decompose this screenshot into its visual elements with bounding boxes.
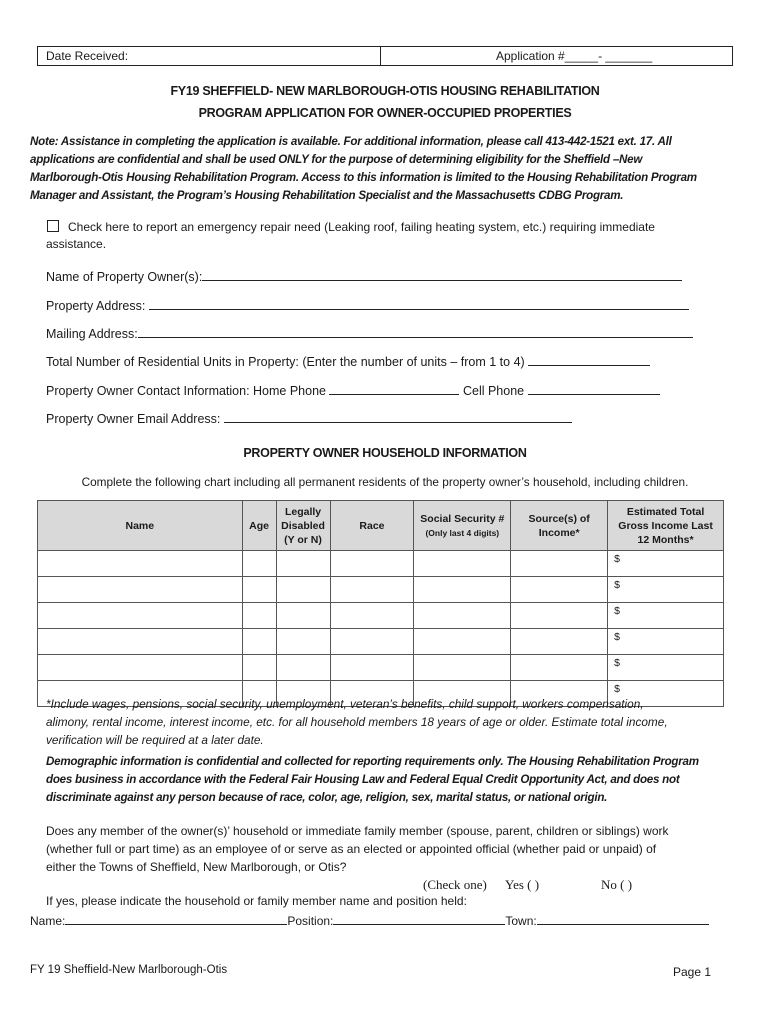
demographic-line: discriminate against any person because of race, color, age, religion, sex, marital status, or national origin. — [46, 791, 608, 804]
footer-program: FY 19 Sheffield-New Marlborough-Otis — [30, 964, 228, 976]
table-header-row — [38, 501, 724, 551]
cell-input[interactable] — [276, 551, 330, 577]
col-race: Race — [330, 501, 414, 551]
cell-input[interactable] — [276, 603, 330, 629]
income-cell[interactable]: $ — [608, 681, 724, 707]
cell-input[interactable] — [511, 577, 608, 603]
table-row — [38, 655, 724, 681]
question-line: Does any member of the owner(s)’ household or immediate family member (spouse, parent, children or siblings) work — [46, 824, 669, 838]
cell-input[interactable] — [38, 577, 243, 603]
member-town-input[interactable] — [537, 912, 709, 925]
mailing-address-row — [46, 325, 693, 341]
household-heading: PROPERTY OWNER HOUSEHOLD INFORMATION — [243, 446, 527, 460]
table-row — [38, 629, 724, 655]
cell-input[interactable] — [276, 629, 330, 655]
no-checkbox[interactable]: No ( ) — [601, 877, 633, 892]
email-label: Property Owner Email Address: — [46, 412, 221, 426]
footnote-line: alimony, rental income, interest income, etc. for all household members 18 years of age or older. Estimate total income, — [46, 715, 668, 729]
emergency-label-cont: assistance. — [46, 237, 107, 251]
cell-input[interactable] — [242, 603, 276, 629]
note-paragraph — [30, 133, 740, 205]
demographic-notice — [46, 753, 746, 807]
table-row — [38, 577, 724, 603]
footnote-line: verification will be required at a later date. — [46, 733, 264, 747]
member-row — [30, 912, 709, 928]
table-row — [38, 603, 724, 629]
income-cell[interactable]: $ — [608, 577, 724, 603]
cell-input[interactable] — [276, 655, 330, 681]
cell-input[interactable] — [330, 577, 414, 603]
income-cell[interactable]: $ — [608, 655, 724, 681]
owner-names-input[interactable] — [202, 268, 682, 281]
date-received-field[interactable]: Date Received: — [38, 47, 381, 65]
title-line-1: FY19 SHEFFIELD- NEW MARLBOROUGH-OTIS HOUSING REHABILITATION — [170, 84, 600, 98]
footnote-line: *Include wages, pensions, social security, unemployment, veteran’s benefits, child support, workers compensation, — [46, 697, 644, 711]
mailing-address-label: Mailing Address: — [46, 327, 138, 341]
cell-input[interactable] — [38, 551, 243, 577]
property-address-row — [46, 297, 689, 313]
note-line: Marlborough-Otis Housing Rehabilitation Program. Access to this information is limited to the Housing Rehabilitation Program — [30, 171, 697, 184]
cell-input[interactable] — [511, 629, 608, 655]
income-cell[interactable]: $ — [608, 603, 724, 629]
col-ssn: Social Security # (Only last 4 digits) — [414, 501, 511, 551]
question-line: (whether full or part time) as an employee of or serve as an elected or appointed official (whether paid or unpaid) of — [46, 842, 657, 856]
cell-input[interactable] — [330, 603, 414, 629]
member-position-input[interactable] — [333, 912, 505, 925]
col-income-source: Source(s) of Income* — [511, 501, 608, 551]
col-age: Age — [242, 501, 276, 551]
page-number: Page 1 — [673, 965, 712, 979]
cell-input[interactable] — [414, 551, 511, 577]
property-address-input[interactable] — [149, 297, 689, 310]
cell-input[interactable] — [511, 655, 608, 681]
cell-input[interactable] — [414, 629, 511, 655]
household-table — [37, 500, 724, 707]
cell-input[interactable] — [276, 577, 330, 603]
cell-input[interactable] — [38, 603, 243, 629]
cell-input[interactable] — [511, 603, 608, 629]
contact-row — [46, 382, 660, 398]
member-name-input[interactable] — [65, 912, 287, 925]
member-position-label: Position: — [287, 914, 334, 928]
col-name: Name — [38, 501, 243, 551]
cell-phone-input[interactable] — [528, 382, 660, 395]
cell-input[interactable] — [38, 655, 243, 681]
check-one-label: (Check one) — [423, 877, 487, 892]
if-yes-instructions: If yes, please indicate the household or family member name and position held: — [46, 894, 467, 908]
demographic-line: does business in accordance with the Federal Fair Housing Law and Federal Equal Credit Opportunity Act, and does not — [46, 773, 680, 786]
units-label: Total Number of Residential Units in Property: (Enter the number of units – from 1 to 4) — [46, 355, 525, 369]
cell-input[interactable] — [38, 629, 243, 655]
owner-names-label: Name of Property Owner(s): — [46, 270, 203, 284]
note-line: applications are confidential and shall be used ONLY for the purpose of determining eligibility for the Sheffield –New — [30, 153, 643, 166]
question-line: either the Towns of Sheffield, New Marlborough, or Otis? — [46, 860, 347, 874]
note-line: Manager and Assistant, the Program’s Housing Rehabilitation Specialist and the Massachusetts CDBG Program. — [30, 189, 624, 202]
member-name-label: Name: — [30, 914, 66, 928]
home-phone-input[interactable] — [329, 382, 459, 395]
cell-input[interactable] — [242, 655, 276, 681]
cell-input[interactable] — [242, 551, 276, 577]
application-number-field[interactable]: Application #_____- _______ — [496, 49, 653, 63]
cell-input[interactable] — [414, 577, 511, 603]
emergency-label: Check here to report an emergency repair need (Leaking roof, failing heating system, etc.) requiring immediate — [68, 220, 655, 234]
income-cell[interactable]: $ — [608, 629, 724, 655]
owner-names-row — [46, 268, 682, 284]
demographic-line: Demographic information is confidential and collected for reporting requirements only. The Housing Rehabilitation Program — [46, 755, 699, 768]
cell-input[interactable] — [330, 551, 414, 577]
units-row — [46, 353, 650, 369]
home-phone-label: Property Owner Contact Information: Home Phone — [46, 384, 326, 398]
table-row — [38, 551, 724, 577]
title-line-2: PROGRAM APPLICATION FOR OWNER-OCCUPIED PROPERTIES — [198, 106, 572, 120]
income-cell[interactable]: $ — [608, 551, 724, 577]
member-town-label: Town: — [505, 914, 537, 928]
units-input[interactable] — [528, 353, 650, 366]
email-input[interactable] — [224, 410, 572, 423]
col-gross-income: Estimated Total Gross Income Last 12 Months* — [608, 501, 724, 551]
cell-input[interactable] — [414, 655, 511, 681]
yes-checkbox[interactable]: Yes ( ) — [505, 877, 540, 892]
employment-question — [46, 822, 726, 876]
income-footnote — [46, 695, 726, 749]
cell-input[interactable] — [330, 655, 414, 681]
header-table — [37, 46, 733, 66]
cell-input[interactable] — [242, 577, 276, 603]
note-line: Note: Assistance in completing the application is available. For additional information, please call 413-442-1521 ext. 17. All — [30, 135, 672, 148]
col-disabled: Legally Disabled (Y or N) — [276, 501, 330, 551]
cell-input[interactable] — [414, 603, 511, 629]
emergency-checkbox[interactable] — [47, 220, 59, 232]
cell-input[interactable] — [511, 551, 608, 577]
cell-phone-label: Cell Phone — [462, 384, 525, 398]
mailing-address-input[interactable] — [138, 325, 693, 338]
cell-input[interactable] — [242, 629, 276, 655]
email-row — [46, 410, 572, 426]
household-instructions: Complete the following chart including all permanent residents of the property owner’s household, including children. — [81, 475, 689, 489]
cell-input[interactable] — [330, 629, 414, 655]
property-address-label: Property Address: — [46, 299, 146, 313]
